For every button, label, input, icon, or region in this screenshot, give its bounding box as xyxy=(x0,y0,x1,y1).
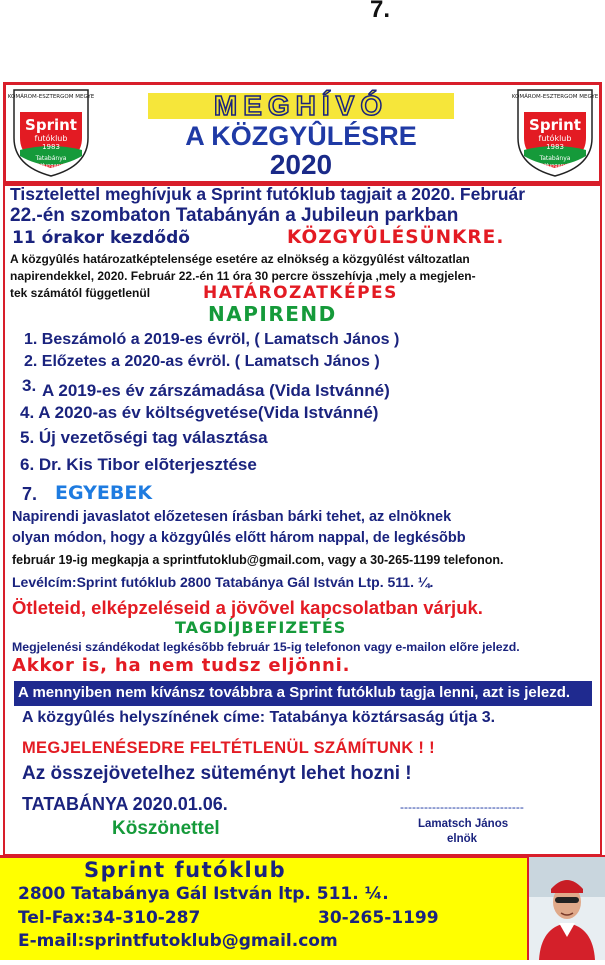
place-date: TATABÁNYA 2020.01.06. xyxy=(22,794,228,814)
footer-mobile: 30-265-1199 xyxy=(318,908,439,928)
fees-heading: TAGDÍJBEFIZETÉS xyxy=(175,618,347,637)
cake-line: Az összejövetelhez süteményt lehet hozni ! xyxy=(22,763,412,784)
footer-phone: Tel-Fax:34-310-287 xyxy=(18,908,201,928)
agenda-item-3: A 2019-es év zárszámadása (Vida Istvánné) xyxy=(42,381,390,400)
agenda-item-7: EGYEBEK xyxy=(55,482,153,504)
signer-name: Lamatsch János xyxy=(418,818,509,830)
agenda-item-3-number: 3. xyxy=(22,376,37,395)
club-logo-left xyxy=(6,86,96,178)
svg-text:KOMÁROM-ESZTERGOM MEGYE: KOMÁROM-ESZTERGOM MEGYE xyxy=(511,94,599,100)
svg-text:futóklub: futóklub xyxy=(538,134,572,143)
footer-email: E-mail:sprintfutoklub@gmail.com xyxy=(18,931,338,951)
svg-text:KOMÁROM-ESZTERGOM MEGYE: KOMÁROM-ESZTERGOM MEGYE xyxy=(7,94,95,100)
agenda-item-2: 2. Előzetes a 2020-as évröl. ( Lamatsch János ) xyxy=(24,353,380,370)
agenda-item-6: 6. Dr. Kis Tibor elõterjesztése xyxy=(20,455,257,474)
svg-text:Sprint: Sprint xyxy=(25,116,77,134)
svg-text:Sprint: Sprint xyxy=(529,116,581,134)
signer-role: elnök xyxy=(447,833,478,845)
club-logo-right xyxy=(510,86,600,178)
intro-line-1: Tisztelettel meghívjuk a Sprint futóklub tagjait a 2020. Február xyxy=(10,184,526,204)
intro-line-3: 11 órakor kezdődõ xyxy=(12,228,190,248)
ideas-line: Ötleteid, elképzeléseid a jövõvel kapcsolatban várjuk. xyxy=(12,597,483,618)
attend-line-2: Akkor is, ha nem tudsz eljönni. xyxy=(12,655,351,676)
notice-line-3: tek számától függetlenül xyxy=(10,286,151,300)
proposal-line-1: Napirendi javaslatot előzetesen írásban bárki tehet, az elnöknek xyxy=(12,509,452,525)
notice-line-2: napirendekkel, 2020. Február 22.-én 11 óra 30 percre összehívja ,mely a megjelen- xyxy=(10,269,476,283)
membership-notice-text: A mennyiben nem kívánsz továbbra a Sprint futóklub tagja lenni, azt is jelezd. xyxy=(18,684,571,701)
invitation-title: MEGHÍVÓ xyxy=(213,90,389,121)
svg-text:1983: 1983 xyxy=(546,143,564,151)
footer-address: 2800 Tatabánya Gál István ltp. 511. ¼. xyxy=(18,884,389,904)
agenda-heading: NAPIREND xyxy=(208,302,337,326)
signature-line: ------------------------------- xyxy=(400,800,524,814)
intro-line-2: 22.-én szombaton Tatabányán a Jubileun parkban xyxy=(10,205,459,226)
proposal-line-4: Levélcím:Sprint futóklub 2800 Tatabánya Gál István Ltp. 511. ¼. xyxy=(12,574,434,590)
invitation-subtitle: A KÖZGYÛLÉSRE xyxy=(185,121,417,151)
svg-text:futóklub: futóklub xyxy=(34,134,68,143)
president-photo xyxy=(527,857,605,960)
proposal-line-2: olyan módon, hogy a közgyûlés előtt három nappal, de legkésõbb xyxy=(12,530,466,546)
attend-line-1: Megjelenési szándékodat legkésõbb február 15-ig telefonon vagy e-mailon elõre jelezd. xyxy=(12,640,520,654)
sprint-logo-icon xyxy=(6,86,96,178)
thanks-text: Köszönettel xyxy=(112,818,220,839)
svg-text:Hungary: Hungary xyxy=(544,163,566,169)
invitation-year: 2020 xyxy=(269,149,333,180)
notice-line-1: A közgyûlés határozatképtelensége esetére az elnökség a közgyûlést változatlan xyxy=(10,252,470,266)
footer-club-name: Sprint futóklub xyxy=(84,858,287,882)
svg-text:1983: 1983 xyxy=(42,143,60,151)
quorate-word: HATÁROZATKÉPES xyxy=(203,283,398,303)
page-number: 7. xyxy=(370,0,391,23)
agenda-item-1: 1. Beszámoló a 2019-es évröl, ( Lamatsch János ) xyxy=(24,331,400,348)
counting-line: MEGJELENÉSEDRE FELTÉTLENÜL SZÁMÍTUNK ! ! xyxy=(22,739,435,757)
svg-text:Tatabánya: Tatabánya xyxy=(539,155,571,162)
venue-line: A közgyûlés helyszínének címe: Tatabánya köztársaság útja 3. xyxy=(22,709,496,726)
assembly-word: KÖZGYÛLÉSÜNKRE. xyxy=(287,227,505,248)
agenda-item-5: 5. Új vezetõségi tag választása xyxy=(20,428,268,447)
proposal-line-3: február 19-ig megkapja a sprintfutoklub@gmail.com, vagy a 30-265-1199 telefonon. xyxy=(12,553,504,567)
svg-text:Tatabánya: Tatabánya xyxy=(35,155,67,162)
svg-text:Hungary: Hungary xyxy=(40,163,62,169)
sprint-logo-icon xyxy=(510,86,600,178)
agenda-item-7-number: 7. xyxy=(22,484,38,504)
agenda-item-4: 4. A 2020-as év költségvetése(Vida Istvánné) xyxy=(20,403,379,422)
portrait-icon xyxy=(529,857,605,960)
